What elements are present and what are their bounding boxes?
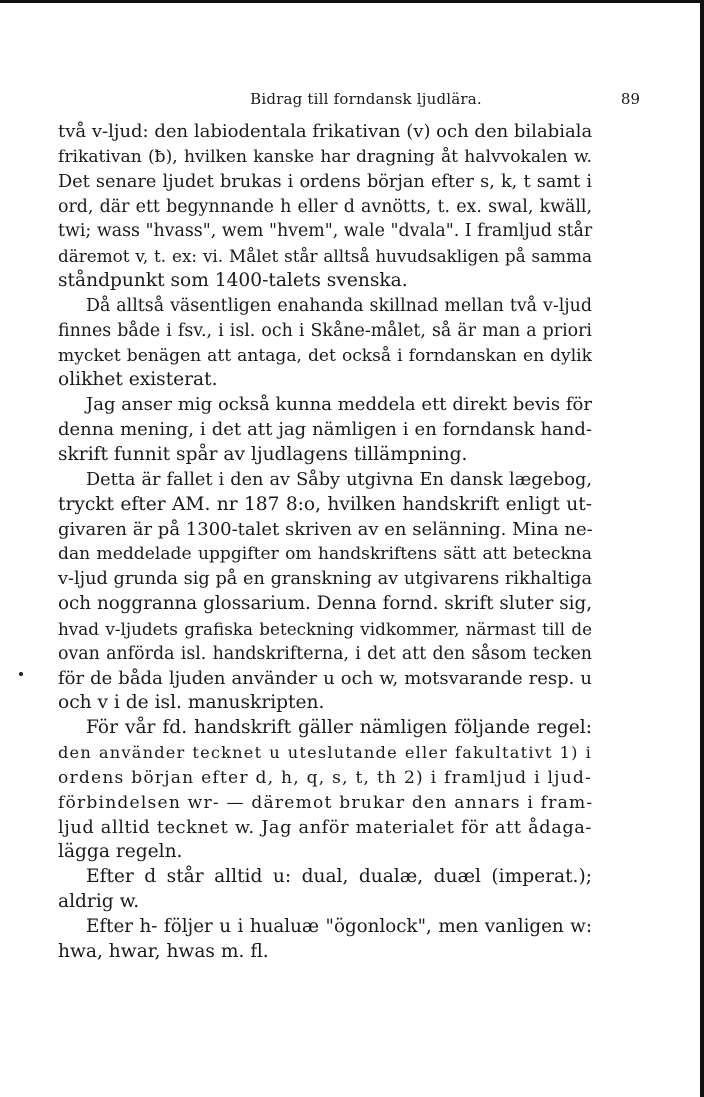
text-line: ordens början efter d, h, q, s, t, th 2) i framljud i ljud- [58, 767, 592, 788]
text-line: Efter h- följer u i hualuæ "ögonlock", men vanligen w: [86, 916, 592, 937]
text-line: ovan anförda isl. handskrifterna, i det att den såsom tecken [58, 643, 592, 664]
page-right-edge [700, 0, 704, 1097]
text-line: Efter d står alltid u: dual, dualæ, duæl (imperat.); [86, 866, 592, 888]
text-line: två v-ljud: den labiodentala frikativan (v) och den bilabiala [58, 121, 593, 142]
text-line: ljud alltid tecknet w. Jag anför materialet för att ådaga- [58, 817, 592, 838]
text-line: den använder tecknet u uteslutande eller fakultativt 1) i [58, 743, 592, 763]
text-line: dan meddelade uppgifter om handskriftens sätt att beteckna [58, 544, 592, 565]
body-text [58, 120, 592, 965]
text-line: däremot v, t. ex: vi. Målet står alltså huvudsakligen på samma [58, 246, 592, 267]
page-number: 89 [620, 90, 640, 108]
text-line: Jag anser mig också kunna meddela ett direkt bevis för [86, 394, 592, 416]
text-line: twi; wass "hvass", wem "hvem", wale "dvala". I framljud står [58, 221, 593, 242]
text-line: ord, där ett begynnande h eller d avnötts, t. ex. swal, kwäll, [58, 196, 592, 217]
text-line: frikativan (ƀ), hvilken kanske har dragning åt halvvokalen w. [58, 146, 592, 167]
text-line: hwa, hwar, hwas m. fl. [58, 940, 269, 962]
text-line: aldrig w. [58, 891, 140, 913]
text-line: denna mening, i det att jag nämligen i en forndansk hand- [58, 419, 592, 441]
text-line: tryckt efter AM. nr 187 8:o, hvilken handskrift enligt ut- [58, 493, 592, 515]
page-header [60, 90, 672, 112]
text-line: och noggranna glossarium. Denna fornd. skrift sluter sig, [58, 593, 592, 615]
text-line: Då alltså väsentligen enahanda skillnad mellan två v-ljud [86, 295, 592, 316]
margin-mark [19, 672, 23, 676]
text-line: mycket benägen att antaga, det också i forndanskan en dylik [58, 345, 592, 366]
text-line: hvad v-ljudets grafiska beteckning vidkommer, närmast till de [58, 618, 592, 639]
text-line: finnes både i fsv., i isl. och i Skåne-målet, så är man a priori [58, 320, 592, 341]
text-line: och v i de isl. manuskripten. [58, 692, 325, 714]
text-line: För vår fd. handskrift gäller nämligen följande regel: [86, 717, 592, 739]
running-title: Bidrag till forndansk ljudlära. [250, 90, 482, 108]
text-line: skrift funnit spår av ljudlagens tillämpning. [58, 443, 468, 465]
text-line: för de båda ljuden använder u och w, motsvarande resp. u [58, 667, 592, 689]
text-line: Detta är fallet i den av Såby utgivna En dansk lægebog, [86, 469, 592, 490]
text-line: lägga regeln. [58, 841, 183, 863]
text-line: Det senare ljudet brukas i ordens början efter s, k, t samt i [58, 171, 592, 192]
text-line: förbindelsen wr- — däremot brukar den annars i fram- [58, 792, 594, 813]
page-top-rule [0, 0, 704, 3]
text-line: v-ljud grunda sig på en granskning av utgivarens rikhaltiga [58, 569, 592, 590]
text-line: givaren är på 1300-talet skriven av en selänning. Mina ne- [58, 518, 593, 540]
text-line: olikhet existerat. [58, 369, 218, 391]
text-line: ståndpunkt som 1400-talets svenska. [58, 270, 408, 292]
